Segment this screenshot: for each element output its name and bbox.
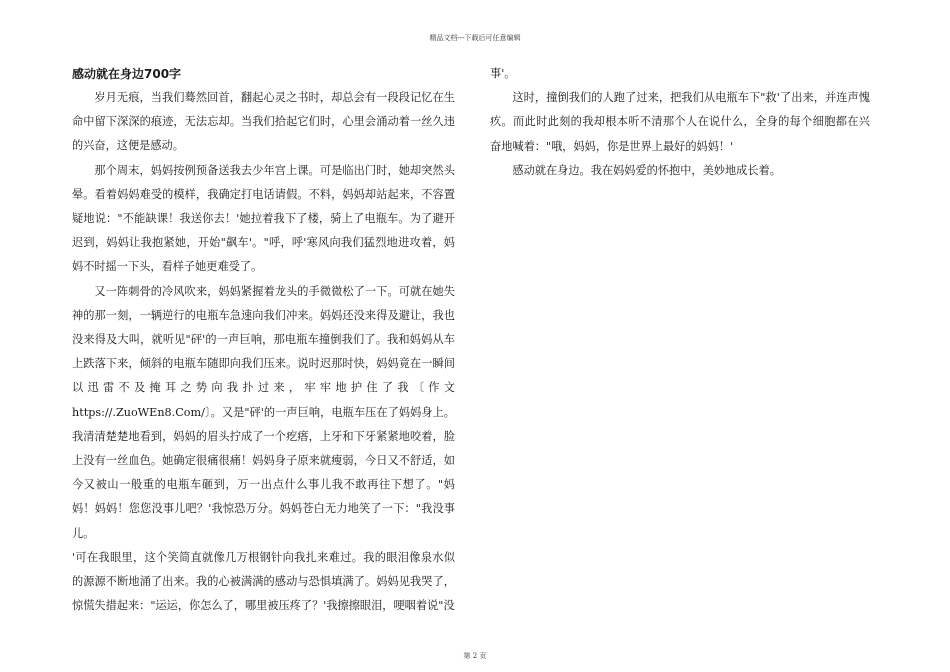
page-number: 第 2 页 <box>463 652 487 660</box>
paragraph-continuation: 事'。 <box>490 67 516 80</box>
paragraph: 那个周末，妈妈按例预备送我去少年宫上课。可是临出门时，她却突然头晕。看着妈妈难受的模样，我确定打电话请假。不料，妈妈却站起来，不容置疑地说："不能缺课！我送你去！'她拉着我下了楼，骑上了电瓶车。为了避开迟到，妈妈让我抱紧她，开始"飙车'。"呼，呼'寒风向我们猛烈地进攻着，妈妈不时摇一下头，看样子她更难受了。 <box>72 163 455 274</box>
right-column <box>490 62 870 183</box>
paragraph-continuation: '可在我眼里，这个笑简直就像几万根钢针向我扎来难过。我的眼泪像泉水似的源源不断地涌了出来。我的心被满满的感动与恐惧填满了。妈妈见我哭了，惊慌失措起来："运运，你怎么了，哪里被压疼了？'我擦擦眼泪，哽咽着说"没 <box>72 550 455 613</box>
paragraph: 感动就在身边。我在妈妈爱的怀抱中，美妙地成长着。 <box>512 163 781 177</box>
page-header: 精品文档---下载后可任意编辑 <box>429 34 521 42</box>
left-column <box>72 62 455 618</box>
paragraph: 这时，撞倒我们的人跑了过来，把我们从电瓶车下"救'了出来，并连声愧疚。而此时此刻的我却根本听不清那个人在说什么，全身的每个细胞都在兴奋地喊着："哦，妈妈，你是世界上最好的妈妈！' <box>490 91 870 153</box>
paragraph: 岁月无痕，当我们蓦然回首，翻起心灵之书时，却总会有一段段记忆在生命中留下深深的痕迹，无法忘却。当我们拾起它们时，心里会涌动着一丝久违的兴奋，这便是感动。 <box>72 91 455 153</box>
paragraph: 又一阵刺骨的冷风吹来，妈妈紧握着龙头的手微微松了一下。可就在她失神的那一刻，一辆逆行的电瓶车急速向我们冲来。妈妈还没来得及避让，我也没来得及大叫，就听见"砰'的一声巨响，那电瓶车撞倒我们了。我和妈妈从车上跌落下来，倾斜的电瓶车随即向我们压来。说时迟那时快，妈妈竟在一瞬间以迅雷不及掩耳之势向我扑过来，牢牢地护住了我〔作文https://.ZuoWEn8.Com/〕。又是"砰'的一声巨响，电瓶车压在了妈妈身上。我清清楚楚地看到，妈妈的眉头拧成了一个疙瘩，上牙和下牙紧紧地咬着，脸上没有一丝血色。她确定很痛很痛！妈妈身子原来就瘦弱，今日又不舒适，如今又被山一般重的电瓶车砸到，万一出点什么事儿我不敢再往下想了。"妈妈！妈妈！您您没事儿吧？'我惊恐万分。妈妈苍白无力地笑了一下："我没事儿。 <box>72 284 455 540</box>
article-title: 感动就在身边700字 <box>72 67 182 81</box>
